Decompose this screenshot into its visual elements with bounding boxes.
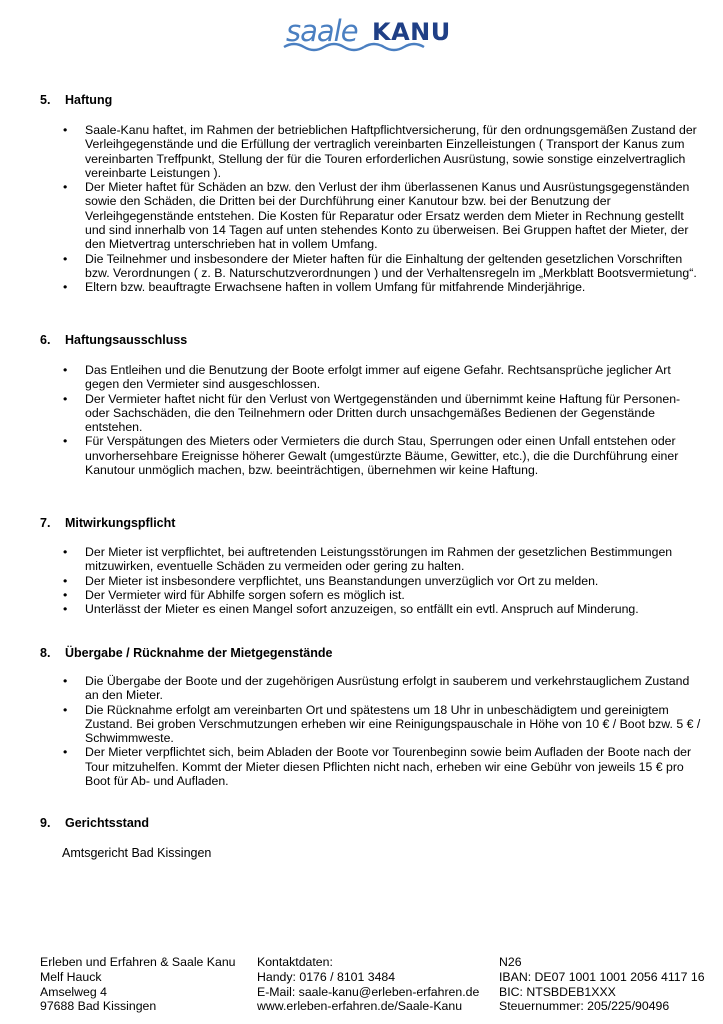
list-item-text: Die Teilnehmer und insbesondere der Mieter haften für die Einhaltung der geltenden gesetzlichen Vorschriften bzw. Verordnungen ( z. B. Naturschutzverordnungen ) und der Verhaltensregeln im „Merkblatt Bootsvermietung“. xyxy=(85,251,697,280)
section-number: 5. xyxy=(40,93,51,107)
footer-line: Erleben und Erfahren & Saale Kanu xyxy=(40,955,236,969)
section-list-haftungsausschluss xyxy=(62,363,702,477)
list-item xyxy=(62,392,702,435)
bullet-icon: • xyxy=(63,251,68,266)
footer-line: Steuernummer: 205/225/90496 xyxy=(499,999,670,1014)
list-item-text: Für Verspätungen des Mieters oder Vermieters die durch Stau, Sperrungen oder einen Unfall entstehen oder unvorhersehbare Ereignisse höherer Gewalt (umgestürzte Bäume, Gewitter, etc.), die die Durchführung einer Kanutour unmöglich machen, bzw. beeinträchtigen, übernehmen wir keine Haftung. xyxy=(85,434,679,478)
footer-bank xyxy=(499,955,705,1014)
list-item xyxy=(62,280,702,294)
list-item-text: Die Rücknahme erfolgt am vereinbarten Ort und spätestens um 18 Uhr in unbeschädigtem und gereinigtem Zustand. Bei groben Verschmutzungen erheben wir eine Reinigungspauschale in Höhe von 10 € / Boot bzw. 5 € / Schwimmweste. xyxy=(85,702,701,746)
logo-text-kanu: KANU xyxy=(372,18,451,46)
list-item xyxy=(62,745,702,788)
list-item xyxy=(62,363,702,392)
section-number: 8. xyxy=(40,646,51,660)
logo-wave-icon xyxy=(282,41,442,53)
bullet-icon: • xyxy=(63,573,68,588)
section-title: Haftungsausschluss xyxy=(65,333,188,347)
footer-line: Amselweg 4 xyxy=(40,984,107,999)
list-item xyxy=(62,252,702,281)
gerichtsstand-text: Amtsgericht Bad Kissingen xyxy=(62,846,212,860)
footer-line: IBAN: DE07 1001 1001 2056 4117 16 xyxy=(499,969,705,984)
footer-line: BIC: NTSBDEB1XXX xyxy=(499,984,616,999)
footer-line: Handy: 0176 / 8101 3484 xyxy=(257,969,396,984)
bullet-icon: • xyxy=(63,434,68,449)
list-item xyxy=(62,434,702,477)
section-title: Übergabe / Rücknahme der Mietgegenstände xyxy=(65,646,333,660)
footer-line: N26 xyxy=(499,955,522,969)
section-title: Gerichtsstand xyxy=(65,816,150,830)
list-item-text: Eltern bzw. beauftragte Erwachsene haften in vollem Umfang für mitfahrende Minderjährige. xyxy=(85,280,586,295)
footer-line: Kontaktdaten: xyxy=(257,955,333,969)
section-list-uebergabe xyxy=(62,674,702,788)
section-number: 6. xyxy=(40,333,51,347)
footer-address xyxy=(40,955,236,1014)
list-item xyxy=(62,574,702,588)
footer-line: Melf Hauck xyxy=(40,969,102,984)
bullet-icon: • xyxy=(63,391,68,406)
logo-text-saale: saale xyxy=(286,14,358,48)
list-item-text: Unterlässt der Mieter es einen Mangel sofort anzuzeigen, so entfällt ein evtl. Anspruch auf Minderung. xyxy=(85,602,639,617)
list-item xyxy=(62,703,702,746)
list-item-text: Der Mieter ist insbesondere verpflichtet, uns Beanstandungen unverzüglich vor Ort zu melden. xyxy=(85,573,599,588)
list-item-text: Der Mieter verpflichtet sich, beim Abladen der Boote vor Tourenbeginn sowie beim Aufladen der Boote nach der Tour mitzuhelfen. Kommt der Mieter diesen Pflichten nicht nach, erheben wir eine Gebühr von jeweils 15 € pro Boot für Ab- und Aufladen. xyxy=(85,745,692,789)
section-title: Haftung xyxy=(65,93,113,107)
list-item-text: Der Vermieter wird für Abhilfe sorgen sofern es möglich ist. xyxy=(85,587,405,602)
bullet-icon: • xyxy=(63,745,68,760)
bullet-icon: • xyxy=(63,180,68,195)
bullet-icon: • xyxy=(63,702,68,717)
list-item xyxy=(62,545,702,574)
list-item-text: Saale-Kanu haftet, im Rahmen der betrieblichen Haftpflichtversicherung, für den ordnungsgemäßen Zustand der Verleihgegenstände und die Erfüllung der vertraglich vereinbarten Einzelleistungen ( Transport der Kanus zum vereinbarten Treffpunkt, Stellung der für die Touren erforderlichen Ausrüstung, sowie sonstige einzelvertraglich vereinbarte Leistungen ). xyxy=(85,123,697,180)
section-heading-uebergabe xyxy=(40,646,332,660)
website-link[interactable]: www.erleben-erfahren.de/Saale-Kanu xyxy=(257,999,463,1014)
list-item xyxy=(62,674,702,703)
bullet-icon: • xyxy=(63,123,68,137)
list-item-text: Der Mieter haftet für Schäden an bzw. den Verlust der ihm überlassenen Kanus und Ausrüstungsgegenständen sowie den Schäden, die Dritten bei der Durchführung einer Kanutour bzw. bei der Benutzung der Verleihgegenstände entstehen. Die Kosten für Reparatur oder Ersatz werden dem Mieter in Rechnung gestellt und sind innerhalb von 14 Tagen auf unten stehendes Konto zu überweisen. Bei Gruppen haftet der Mieter, der den Mietvertrag unterschrieben hat in vollem Umfang. xyxy=(85,180,690,252)
email-link[interactable]: E-Mail: saale-kanu@erleben-erfahren.de xyxy=(257,984,480,999)
list-item xyxy=(62,180,702,251)
section-heading-haftungsausschluss xyxy=(40,333,187,347)
list-item-text: Das Entleihen und die Benutzung der Boote erfolgt immer auf eigene Gefahr. Rechtsansprüche jeglicher Art gegen den Vermieter sind ausgeschlossen. xyxy=(85,363,671,392)
section-number: 7. xyxy=(40,516,51,530)
list-item-text: Der Mieter ist verpflichtet, bei auftretenden Leistungsstörungen im Rahmen der gesetzlichen Bestimmungen mitzuwirken, eventuelle Schäden zu vermeiden oder gering zu halten. xyxy=(85,545,673,574)
list-item-text: Der Vermieter haftet nicht für den Verlust von Wertgegenständen und übernimmt keine Haftung für Personen- oder Sachschäden, die den Teilnehmern oder Dritten durch unsachgemäßes Bedienen der Gegenstände entstehen. xyxy=(85,391,681,435)
saale-kanu-logo xyxy=(282,12,451,56)
section-list-mitwirkungspflicht xyxy=(62,545,702,616)
bullet-icon: • xyxy=(63,602,68,617)
bullet-icon: • xyxy=(63,363,68,377)
bullet-icon: • xyxy=(63,674,68,688)
bullet-icon: • xyxy=(63,545,68,559)
section-heading-mitwirkungspflicht xyxy=(40,516,175,530)
footer-contact xyxy=(257,955,479,1014)
section-number: 9. xyxy=(40,816,51,830)
list-item-text: Die Übergabe der Boote und der zugehörigen Ausrüstung erfolgt in sauberem und verkehrstauglichem Zustand an den Mieter. xyxy=(85,674,690,703)
bullet-icon: • xyxy=(63,587,68,602)
section-heading-gerichtsstand xyxy=(40,816,149,830)
bullet-icon: • xyxy=(63,280,68,295)
list-item xyxy=(62,123,702,180)
section-list-haftung xyxy=(62,123,702,295)
footer-line: 97688 Bad Kissingen xyxy=(40,999,157,1014)
section-title: Mitwirkungspflicht xyxy=(65,516,176,530)
section-heading-haftung xyxy=(40,93,112,107)
list-item xyxy=(62,602,702,616)
list-item xyxy=(62,588,702,602)
